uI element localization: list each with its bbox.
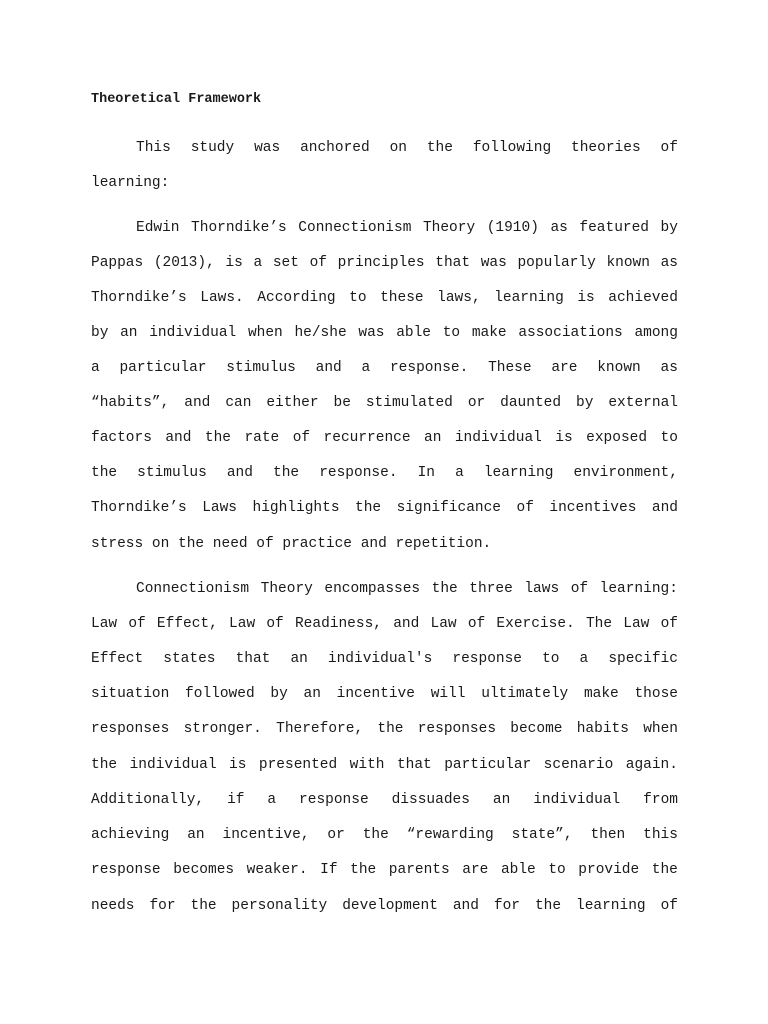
text-line: the individual is presented with that particular scenario again.: [91, 757, 678, 773]
text-line: Connectionism Theory encompasses the three laws of learning:: [136, 581, 678, 597]
text-line: This study was anchored on the following theories of: [136, 140, 678, 156]
text-line: responses stronger. Therefore, the responses become habits when: [91, 721, 678, 737]
text-line: by an individual when he/she was able to make associations among: [91, 325, 678, 341]
text-line: Edwin Thorndike’s Connectionism Theory (1910) as featured by: [136, 220, 678, 236]
text-line: learning:: [91, 175, 170, 191]
text-line: response becomes weaker. If the parents are able to provide the: [91, 862, 678, 878]
text-line: Effect states that an individual's response to a specific: [91, 651, 678, 667]
text-line: “habits”, and can either be stimulated or daunted by external: [91, 395, 678, 411]
text-line: Pappas (2013), is a set of principles that was popularly known as: [91, 255, 678, 271]
text-line: the stimulus and the response. In a learning environment,: [91, 465, 678, 481]
text-line: Additionally, if a response dissuades an individual from: [91, 792, 678, 808]
text-line: a particular stimulus and a response. These are known as: [91, 360, 678, 376]
text-line: Thorndike’s Laws highlights the significance of incentives and: [91, 500, 678, 516]
text-line: factors and the rate of recurrence an individual is exposed to: [91, 430, 678, 446]
text-line: Thorndike’s Laws. According to these laws, learning is achieved: [91, 290, 678, 306]
text-line: situation followed by an incentive will ultimately make those: [91, 686, 678, 702]
text-line: achieving an incentive, or the “rewarding state”, then this: [91, 827, 678, 843]
section-heading: Theoretical Framework: [91, 92, 262, 107]
text-line: Law of Effect, Law of Readiness, and Law of Exercise. The Law of: [91, 616, 678, 632]
text-line: stress on the need of practice and repetition.: [91, 536, 492, 552]
text-line: needs for the personality development and for the learning of: [91, 898, 678, 914]
